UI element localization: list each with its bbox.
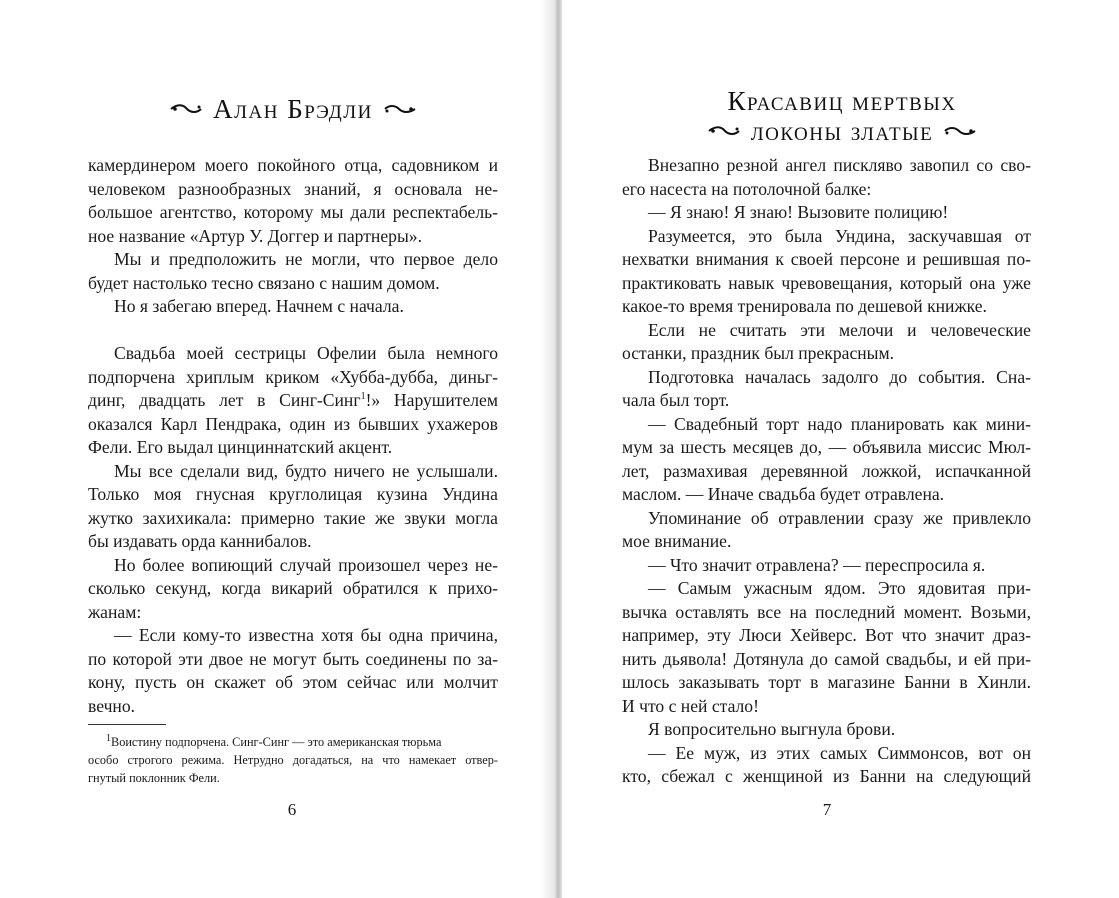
text-line: какое-то время тренировала по дешевой книжке. [622, 296, 987, 316]
text-line: оказался Карл Пендрака, один из бывших ухажеров [88, 413, 498, 434]
footnote-line: особо строгого режима. Нетрудно догадаться, на что намекает отвер- [88, 753, 498, 767]
footnote-ref[interactable]: 1 [360, 391, 366, 403]
right-page [562, 0, 1119, 898]
text-line: — Если кому-то известна хотя бы одна причина, [114, 625, 498, 645]
text-line: — Что значит отравлена? — переспросила я. [648, 554, 986, 575]
footnote-line: гнутый поклонник Фели. [88, 771, 220, 785]
text-line: нить дьявола! Дотянула до самой свадьбы, и ей при- [622, 648, 1031, 669]
title-line-2: локоны златые [750, 116, 934, 146]
text-fragment: !» Нарушителем [365, 390, 498, 410]
footnote-line [88, 733, 498, 751]
text-line: Только моя гнусная круглолицая кузина Ундина [88, 484, 498, 504]
right-ornament-icon [383, 103, 417, 115]
text-line: Упоминание об отравлении сразу же привлекло [648, 507, 1031, 528]
text-line: мое внимание. [622, 531, 732, 551]
right-running-header [662, 86, 1022, 146]
text-line: по которой эти двое не могут быть соединены по за- [88, 648, 498, 669]
text-line: вычка оставлять все на последний момент. Возьми, [622, 601, 1031, 622]
text-line: Внезапно резной ангел пискляво завопил со сво- [648, 155, 1031, 175]
footnote-divider [88, 724, 166, 725]
text-line: подпорчена хриплым криком «Хубба-дубба, диньг- [88, 366, 498, 387]
left-ornament-icon [169, 103, 203, 115]
text-line: И что с ней стало! [622, 695, 759, 716]
title-line-1: Красавиц мертвых [727, 86, 957, 116]
text-line: чала был торт. [622, 390, 730, 410]
text-line: — Ее муж, из этих самых Симмонсов, вот он [648, 742, 1031, 763]
text-line: практиковать навык чревовещания, который она уже [622, 272, 1031, 293]
text-line: вечно. [88, 695, 136, 716]
text-line: нехватки внимания к своей персоне и решившая по- [622, 249, 1031, 269]
text-line: мум за шесть месяцев до, — объявила миссис Мюл- [622, 437, 1031, 457]
text-line: большое агентство, которому мы дали респектабель- [88, 202, 498, 222]
left-ornament-icon [707, 125, 741, 137]
footnote-text: Воистину подпорчена. Синг-Синг — это американская тюрьма [111, 735, 442, 749]
text-line: лет, размахивая деревянной ложкой, испачканной [622, 460, 1031, 481]
text-line: например, эту Люси Хейверс. Вот что значит драз- [622, 625, 1031, 645]
page-number: 6 [287, 800, 297, 819]
text-line: Свадьба моей сестрицы Офелии была немного [114, 343, 498, 363]
text-line: останки, праздник был прекрасным. [622, 343, 895, 363]
left-page [0, 0, 556, 898]
text-line: Мы все сделали вид, будто ничего не услышали. [114, 460, 498, 481]
text-line: Если не считать эти мелочи и человеческие [648, 319, 1031, 340]
left-running-header [140, 94, 446, 124]
author-name: Алан Брэдли [213, 94, 373, 124]
footnote [88, 733, 498, 787]
text-line: Подготовка началась задолго до события. Сна- [648, 366, 1031, 387]
text-line: человеком разнообразных знаний, я основала не- [88, 178, 498, 199]
text-line: — Самым ужасным ядом. Это ядовитая при- [648, 578, 1031, 598]
footnote-marker: 1 [106, 732, 111, 744]
text-line: Но более вопиющий случай произошел через не- [114, 554, 498, 575]
text-line: Мы и предположить не могли, что первое дело [114, 249, 498, 269]
text-line: кону, пусть он скажет об этом сейчас или молчит [88, 672, 498, 692]
right-body-text [622, 154, 1031, 789]
left-body-text [88, 154, 498, 718]
text-line: шлось заказывать торт в магазине Банни в Хинли. [622, 672, 1031, 692]
text-line: — Свадебный торт надо планировать как мини- [648, 413, 1031, 434]
text-line: ное название «Артур У. Доггер и партнеры». [88, 225, 422, 246]
text-fragment: динг, двадцать лет в Синг-Синг [88, 390, 361, 410]
text-line: жутко захихикала: примерно такие же звуки могла [88, 507, 498, 528]
text-line: Но я забегаю вперед. Начнем с начала. [114, 296, 404, 316]
right-ornament-icon [943, 125, 977, 137]
page-number: 7 [822, 800, 832, 819]
text-line: Фели. Его выдал цинциннатский акцент. [88, 437, 393, 457]
text-line: сколько секунд, когда викарий обратился к прихо- [88, 578, 498, 598]
text-line: жанам: [88, 601, 142, 622]
text-line-with-footnote [88, 389, 498, 413]
text-line: Я вопросительно выгнула брови. [648, 719, 896, 739]
text-line: кто, сбежал с женщиной из Банни на следующий [622, 766, 1031, 786]
text-line: будет настолько тесно связано с нашим домом. [88, 272, 440, 293]
text-line: бы издавать орда каннибалов. [88, 531, 312, 551]
text-line: камердинером моего покойного отца, садовником и [88, 155, 498, 175]
text-line: его насеста на потолочной балке: [622, 178, 872, 199]
text-line: Разумеется, это была Ундина, заскучавшая от [648, 225, 1031, 246]
text-line: — Я знаю! Я знаю! Вызовите полицию! [648, 202, 949, 222]
text-line: маслом. — Иначе свадьба будет отравлена. [622, 484, 945, 504]
